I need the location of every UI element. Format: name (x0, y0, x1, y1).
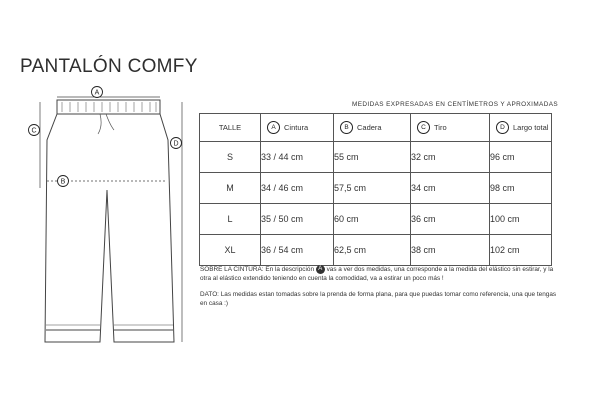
marker-b: B (60, 178, 66, 186)
marker-d: D (173, 140, 179, 148)
size-label: L (200, 204, 261, 235)
size-label: XL (200, 235, 261, 266)
size-label: M (200, 173, 261, 204)
largo-value: 100 cm (490, 204, 552, 235)
header-talle: TALLE (200, 114, 261, 142)
cadera-value: 62,5 cm (334, 235, 411, 266)
waistband (57, 100, 160, 114)
cintura-value: 33 / 44 cm (261, 142, 334, 173)
cintura-value: 34 / 46 cm (261, 173, 334, 204)
inline-badge-a: A (316, 265, 325, 274)
badge-c: C (417, 121, 430, 134)
tiro-value: 38 cm (411, 235, 490, 266)
tiro-value: 32 cm (411, 142, 490, 173)
measurements-subtitle: MEDIDAS EXPRESADAS EN CENTÍMETROS Y APROXIMADAS (352, 101, 559, 108)
table-row (200, 173, 552, 204)
badge-a: A (267, 121, 280, 134)
cintura-value: 36 / 54 cm (261, 235, 334, 266)
size-label: S (200, 142, 261, 173)
header-tiro: C Tiro (411, 114, 490, 142)
tiro-value: 34 cm (411, 173, 490, 204)
largo-value: 96 cm (490, 142, 552, 173)
size-table (199, 113, 552, 266)
header-cintura: A Cintura (261, 114, 334, 142)
table-row (200, 235, 552, 266)
cadera-value: 57,5 cm (334, 173, 411, 204)
tiro-value: 36 cm (411, 204, 490, 235)
table-row (200, 142, 552, 173)
marker-a: A (94, 89, 100, 97)
table-header-row (200, 114, 552, 142)
cintura-value: 35 / 50 cm (261, 204, 334, 235)
header-largo: D Largo total (490, 114, 552, 142)
largo-value: 98 cm (490, 173, 552, 204)
page-title: PANTALÓN COMFY (20, 56, 198, 77)
dato-note: DATO: Las medidas estan tomadas sobre la prenda de forma plana, para que puedas tomar como referencia, una que tengas en casa :) (200, 291, 557, 307)
marker-c: C (31, 127, 37, 135)
largo-value: 102 cm (490, 235, 552, 266)
pants-outline (45, 114, 174, 342)
cadera-value: 55 cm (334, 142, 411, 173)
header-cadera: B Cadera (334, 114, 411, 142)
cadera-value: 60 cm (334, 204, 411, 235)
cintura-note: SOBRE LA CINTURA: En la descripción A vas a ver dos medidas, una corresponde a la medida del elástico sin estirar, y la otra al elástico extendido teniendo en cuenta la comodidad, va a estirar un poco más ! (200, 266, 554, 283)
badge-b: B (340, 121, 353, 134)
table-row (200, 204, 552, 235)
badge-d: D (496, 121, 509, 134)
